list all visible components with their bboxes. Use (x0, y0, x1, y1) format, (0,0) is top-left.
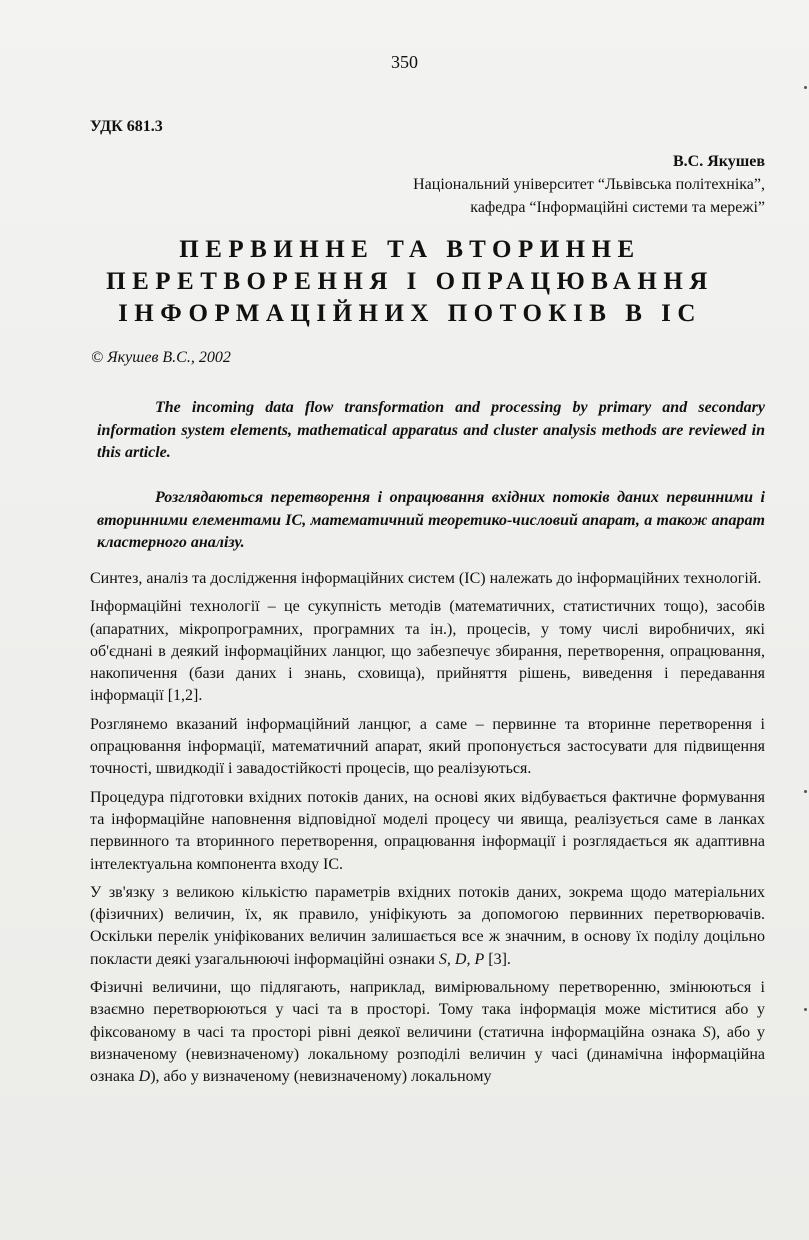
paragraph-2 (90, 596, 765, 707)
paragraph-5-text-a: У зв'язку з великою кількістю параметрів вхідних потоків даних, зокрема щодо матеріальних (фізичних) величин, їх, як правило, уніфікують за допомогою первинних перетворювачів. Оскільки перелік уніфікованих величин залишається все ж значним, в основу їх поділу доцільно покласти деякі узагальнюючі інформаційні ознаки (90, 883, 765, 968)
title-line-2: ПЕРЕТВОРЕННЯ І ОПРАЦЮВАННЯ (106, 268, 714, 295)
paragraph-5 (90, 882, 765, 971)
page-number: 350 (391, 52, 418, 72)
copyright: © Якушев В.С., 2002 (91, 349, 231, 366)
scan-edge-mark (804, 790, 807, 793)
abstract-english: The incoming data flow transformation and processing by primary and secondary information system elements, mathematical apparatus and cluster analysis methods are reviewed in this article. (97, 399, 765, 461)
paragraph-6-text-b: ), або у визначеному (невизначеному) локальному розподілі величин у часі (динамічна інформаційна ознака (90, 1023, 765, 1086)
paragraph-2-text: Інформаційні технології – це сукупність методів (математичних, статистичних тощо), засобів (апаратних, мікропрограмних, програмних та ін.), процесів, у тому числі виробничих, які об'єднані в деякий інформаційних ланцюг, що забезпечує збирання, перетворення, опрацювання, накопичення (бази даних і знань, сховища), прийняття рішень, виведення і передавання інформації [1,2]. (90, 598, 765, 705)
author-block (413, 150, 765, 219)
title-line-1: ПЕРВИННЕ ТА ВТОРИННЕ (179, 236, 641, 263)
paragraph-6-text-c: ), або у визначеному (невизначеному) локальному (150, 1068, 492, 1086)
paragraph-5-text-b: [3]. (484, 950, 511, 968)
paragraph-3 (90, 714, 765, 781)
scan-edge-mark (804, 86, 807, 89)
paragraph-6-text-a: Фізичні величини, що підлягають, наприклад, вимірювальному перетворенню, змінюються і взаємно перетворюються у часі та в просторі. Тому така інформація може міститися або у фіксованому в часі та просторі рівні деякої величини (статична інформаційна ознака (90, 979, 765, 1041)
udk-code: УДК 681.3 (90, 118, 163, 135)
title-line-3: ІНФОРМАЦІЙНИХ ПОТОКІВ В ІС (118, 300, 702, 327)
affiliation-line-2: кафедра “Інформаційні системи та мережі” (470, 199, 765, 216)
paragraph-5-symbols: S, D, P (438, 950, 485, 968)
affiliation-line-1: Національний університет “Львівська політехніка”, (413, 176, 765, 193)
paragraph-1 (90, 568, 765, 590)
paragraph-4 (90, 787, 765, 876)
author-name: В.С. Якушев (672, 153, 765, 170)
paper-title (60, 234, 760, 330)
paragraph-3-text: Розглянемо вказаний інформаційний ланцюг, а саме – первинне та вторинне перетворення і опрацювання інформації, математичний апарат, який пропонується застосувати для підвищення точності, швидкодії і завадостійкості процесів, що реалізуються. (90, 715, 765, 778)
abstract-ukrainian: Розглядаються перетворення і опрацювання вхідних потоків даних первинними і вторинними елементами ІС, математичний теоретико-числовий апарат, а також апарат кластерного аналізу. (97, 489, 765, 551)
paragraph-6-symbol-s: S (702, 1023, 711, 1041)
paragraph-1-text: Синтез, аналіз та дослідження інформаційних систем (ІС) належать до інформаційних технологій. (90, 570, 762, 587)
paragraph-4-text: Процедура підготовки вхідних потоків даних, на основі яких відбувається фактичне формування та інформаційне наповнення відповідної моделі процесу чи явища, реалізується саме в ланках первинного та вторинного перетворення, опрацювання інформації і розглядається як адаптивна інтелектуальна компонента входу ІС. (90, 788, 765, 873)
paragraph-6-symbol-d: D (138, 1068, 151, 1086)
scan-edge-mark (804, 1008, 807, 1011)
paragraph-6 (90, 977, 765, 1088)
body-text (90, 568, 765, 1095)
